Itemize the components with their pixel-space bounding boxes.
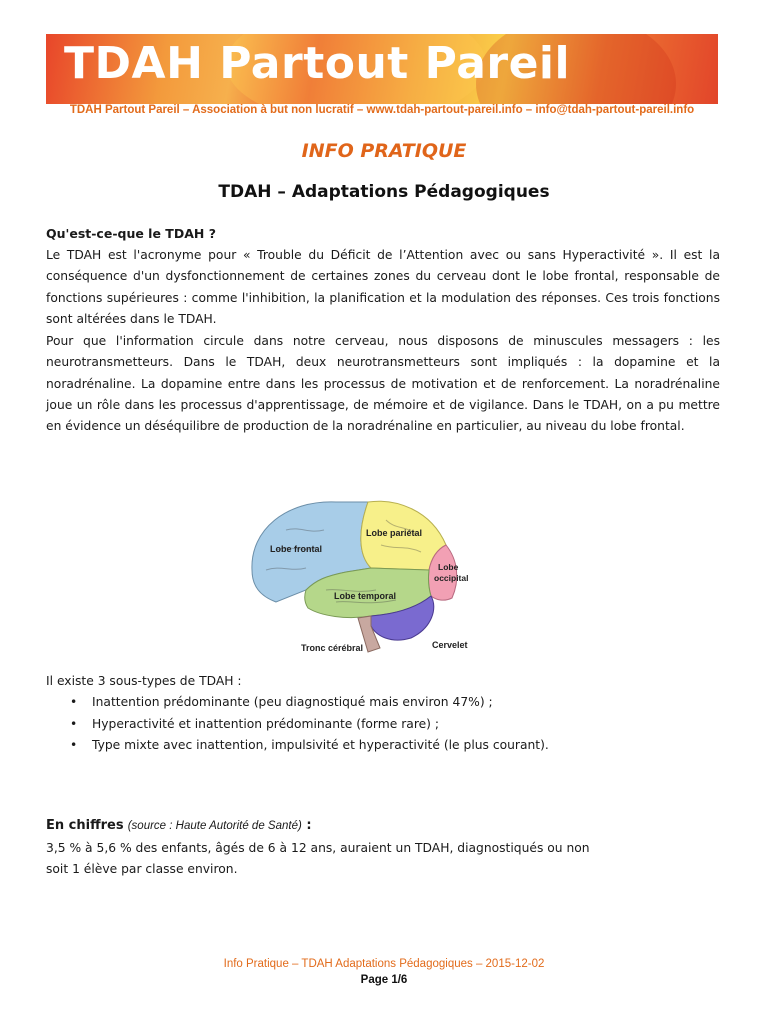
section-heading: Qu'est-ce-que le TDAH ? (46, 226, 216, 241)
figures-heading-label: En chiffres (46, 818, 124, 833)
bullet-icon: • (70, 716, 78, 731)
list-item (70, 695, 549, 717)
association-subline: TDAH Partout Pareil – Association à but non lucratif – www.tdah-partout-pareil.info – info@tdah-partout-pareil.info (69, 104, 695, 116)
figures-source: (source : Haute Autorité de Santé) (127, 820, 302, 832)
label-lobe-occipital: Lobe (438, 562, 459, 572)
label-tronc-cerebral: Tronc cérébral (301, 643, 364, 653)
header-banner (46, 34, 718, 104)
label-lobe-parietal: Lobe pariétal (366, 528, 423, 538)
list-item-text: Hyperactivité et inattention prédominante (forme rare) ; (92, 716, 440, 731)
list-item-text: Inattention prédominante (peu diagnostiqué mais environ 47%) ; (92, 695, 493, 709)
label-lobe-occipital: occipital (434, 573, 468, 583)
paragraph-neurotransmitters: Pour que l'information circule dans notre cerveau, nous disposons de minuscules messagers : les neurotransmetteurs. Dans le TDAH, deux neurotransmetteurs sont impliqués : la dopamine et la noradrénaline. La dopamine entre dans les processus de motivation et de renforcement. La noradrénaline joue un rôle dans les processus d'apprentissage, de mémoire et de vigilance. Dans le TDAH, on a pu mettre en évidence un déséquilibre de production de la noradrénaline en particulier, au niveau du lobe frontal. (46, 334, 720, 434)
list-item (70, 738, 549, 760)
label-cervelet: Cervelet (432, 640, 468, 650)
label-lobe-frontal: Lobe frontal (270, 544, 322, 554)
list-item-text: Type mixte avec inattention, impulsivité et hyperactivité (le plus courant). (92, 738, 549, 752)
subtypes-list (70, 695, 549, 760)
figures-heading (46, 818, 312, 833)
label-lobe-temporal: Lobe temporal (334, 591, 397, 601)
list-item (70, 717, 549, 739)
info-pratique-title: INFO PRATIQUE (301, 140, 467, 162)
figures-line: 3,5 % à 5,6 % des enfants, âgés de 6 à 12 ans, auraient un TDAH, diagnostiqués ou non (46, 841, 590, 855)
page-number: Page 1/6 (360, 974, 408, 986)
bullet-icon: • (70, 738, 78, 752)
figures-line: soit 1 élève par classe environ. (46, 862, 238, 876)
document-title: TDAH – Adaptations Pédagogiques (218, 182, 550, 202)
banner-title: TDAH Partout Pareil (64, 38, 571, 89)
bullet-icon: • (70, 695, 78, 709)
brain-diagram (246, 490, 468, 658)
footer-text: Info Pratique – TDAH Adaptations Pédagogiques – 2015-12-02 (223, 958, 545, 970)
subtypes-intro: Il existe 3 sous-types de TDAH : (46, 674, 242, 688)
figures-colon: : (301, 818, 312, 833)
paragraph-definition: Le TDAH est l'acronyme pour « Trouble du Déficit de l’Attention avec ou sans Hyperactivité ». Il est la conséquence d'un dysfonctionnement de certaines zones du cerveau dont le lobe frontal, responsable de fonctions supérieures : comme l'inhibition, la planification et la modulation des réponses. Ces trois fonctions sont altérées dans le TDAH. (46, 248, 720, 326)
